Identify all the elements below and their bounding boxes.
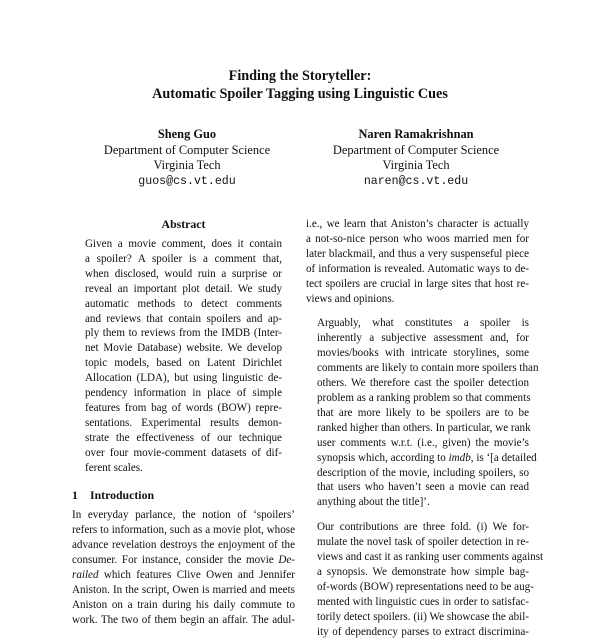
text-line: comments are likely to contain more spoilers than bbox=[317, 362, 539, 375]
site-name: imdb bbox=[448, 451, 471, 464]
text-line: anything about the title]’. bbox=[317, 496, 430, 509]
text-fragment: synopsis which, according to bbox=[317, 451, 446, 464]
movie-title: De- bbox=[278, 554, 295, 567]
text-line: ranked higher than others. In particular, we rank bbox=[317, 421, 531, 434]
title-line-2: Automatic Spoiler Tagging using Linguistic Cues bbox=[152, 86, 448, 102]
text-line: Our contributions are three fold. (i) We for- bbox=[317, 521, 529, 534]
text-line: pendency information in place of simple bbox=[85, 387, 282, 400]
section-title: Introduction bbox=[90, 487, 155, 502]
text-line: sentations. Experimental results demon- bbox=[85, 416, 282, 429]
text-line: later blackmail, and thus a very suspenseful piece bbox=[306, 247, 529, 260]
text-line: strate the effectiveness of our technique bbox=[85, 431, 282, 444]
text-line: a not-so-nice person who woos married men for bbox=[306, 232, 529, 245]
author-name: Sheng Guo bbox=[157, 127, 217, 141]
paragraph bbox=[306, 520, 544, 639]
text-fragment: , is ‘[a detailed bbox=[470, 451, 537, 464]
text-line: inherently a subjective assessment and, for bbox=[317, 332, 529, 345]
text-line: features from bag of words (BOW) repre- bbox=[85, 401, 282, 414]
text-line bbox=[306, 451, 537, 466]
text-line: movies/books with intricate storylines, some bbox=[317, 347, 529, 360]
text-line bbox=[72, 568, 295, 583]
text-line: others. We therefore cast the spoiler detection bbox=[317, 377, 529, 390]
text-line: mented with linguistic cues in order to satisfac- bbox=[317, 595, 529, 608]
text-line: views and opinions. bbox=[306, 292, 395, 305]
text-line: a synopsis. We demonstrate how simple bag- bbox=[317, 565, 529, 578]
title-line-1: Finding the Storyteller: bbox=[228, 68, 372, 84]
author-block-1 bbox=[57, 127, 317, 189]
movie-title: railed bbox=[72, 569, 99, 582]
author-university: Virginia Tech bbox=[153, 158, 221, 172]
left-column bbox=[72, 217, 295, 628]
author-block-2 bbox=[286, 127, 546, 189]
text-line: of information is revealed. Automatic ways to de- bbox=[306, 262, 529, 275]
text-line: net Movie Database) website. We develop bbox=[85, 342, 282, 355]
text-line: refers to information, such as a movie plot, whose bbox=[72, 524, 295, 537]
text-line: description of the movie, including spoilers, so bbox=[317, 466, 529, 479]
text-line: work. The two of them begin an affair. The adul- bbox=[72, 613, 295, 626]
text-line bbox=[72, 553, 295, 568]
text-line: automatic methods to detect comments bbox=[85, 297, 282, 310]
text-line: ferent scales. bbox=[85, 461, 143, 474]
text-line: tect spoilers are crucial in large sites that host re- bbox=[306, 277, 529, 290]
text-line: i.e., we learn that Aniston’s character is actually bbox=[306, 218, 529, 230]
right-column bbox=[306, 217, 544, 639]
text-line: when disclosed, would ruin a surprise or bbox=[85, 267, 282, 280]
text-line: Aniston. In the script, Owen is married and meets bbox=[72, 583, 295, 596]
text-fragment: which features Clive Owen and Jennifer bbox=[103, 569, 295, 582]
author-department: Department of Computer Science bbox=[103, 142, 271, 157]
text-line: Aniston on a train during his daily commute to bbox=[72, 598, 295, 611]
text-line: reveal an important plot detail. We study bbox=[85, 282, 282, 295]
author-university: Virginia Tech bbox=[382, 158, 450, 172]
section-heading-introduction bbox=[72, 488, 295, 503]
author-name: Naren Ramakrishnan bbox=[358, 127, 474, 141]
text-line: over four movie-comment datasets of dif- bbox=[85, 446, 282, 459]
text-line: user comments w.r.t. (i.e., given) the movie’s bbox=[317, 436, 529, 449]
text-line: advance revelation destroys the enjoyment of the bbox=[72, 539, 295, 552]
text-line: topic models, based on Latent Dirichlet bbox=[85, 357, 282, 370]
abstract-heading: Abstract bbox=[161, 217, 206, 231]
introduction-paragraph bbox=[72, 508, 295, 627]
text-line: Arguably, what constitutes a spoiler is bbox=[317, 317, 529, 330]
text-fragment: consumer. For instance, consider the movie bbox=[72, 554, 274, 567]
text-line: and reviews that contain spoilers and ap- bbox=[85, 312, 282, 325]
paragraph bbox=[306, 217, 529, 306]
author-email: guos@cs.vt.edu bbox=[138, 174, 236, 188]
text-line: that users who haven’t seen a movie can read bbox=[317, 481, 529, 494]
text-line: ity of dependency parses to extract discrimina- bbox=[317, 625, 529, 638]
paragraph bbox=[306, 316, 539, 510]
text-line: Given a movie comment, does it contain bbox=[85, 238, 282, 250]
text-line: problem as a ranking problem so that comments bbox=[317, 391, 531, 404]
text-line: of-words (BOW) representations need to be aug- bbox=[317, 580, 534, 593]
section-number: 1 bbox=[72, 487, 78, 502]
text-line: that are more likely to be spoilers are to be bbox=[317, 406, 529, 419]
author-department: Department of Computer Science bbox=[332, 142, 500, 157]
abstract-text bbox=[72, 237, 295, 476]
text-line: In everyday parlance, the notion of ‘spoilers’ bbox=[72, 509, 295, 522]
text-line: Allocation (LDA), but using linguistic de- bbox=[85, 372, 282, 385]
paper-title bbox=[0, 67, 600, 103]
text-line: views and cast it as ranking user comments against bbox=[317, 551, 544, 564]
text-line: ply them to reviews from the IMDB (Inter- bbox=[85, 327, 282, 340]
author-email: naren@cs.vt.edu bbox=[363, 174, 469, 188]
text-line: a spoiler? A spoiler is a comment that, bbox=[85, 252, 282, 265]
text-line: torily detect spoilers. (ii) We showcase the abil- bbox=[317, 610, 529, 623]
text-line: mulate the novel task of spoiler detection in re- bbox=[317, 536, 529, 549]
